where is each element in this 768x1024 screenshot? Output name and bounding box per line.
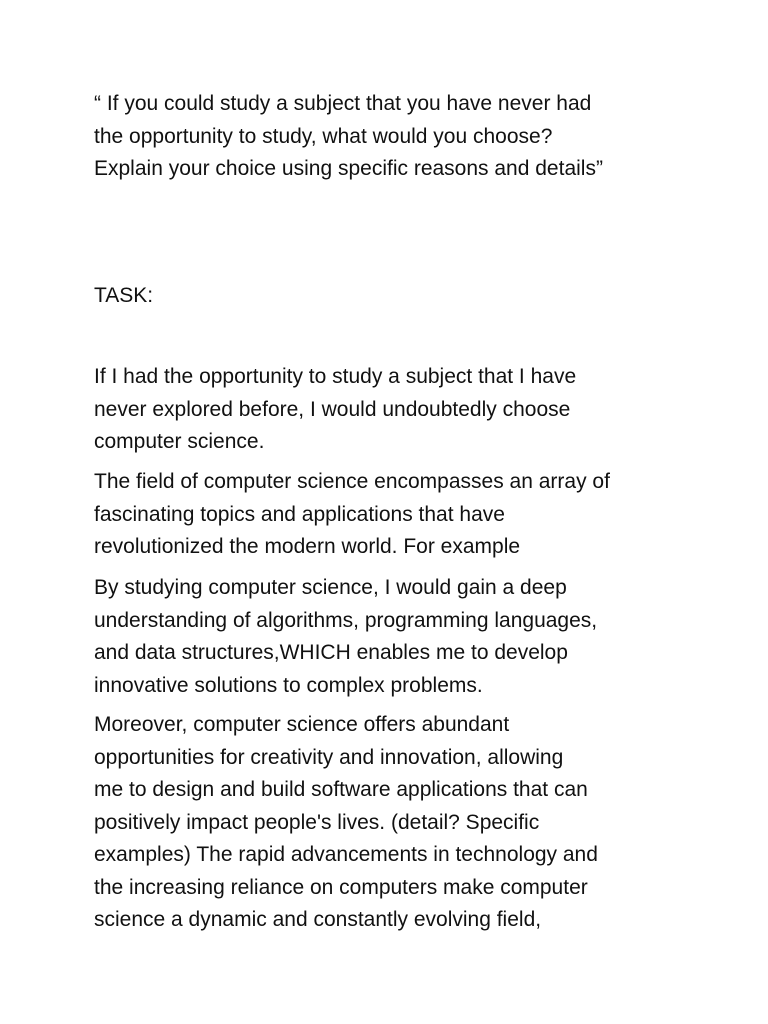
paragraph: By studying computer science, I would gain a deep understanding of algorithms, programming languages, and data structures,WHICH enables me to develop innovative solutions to complex problems.: [94, 576, 598, 697]
paragraph: Moreover, computer science offers abundant opportunities for creativity and innovation, allowing me to design and build software applications that can positively impact people's lives. (detail? Specific examples) The rapid advancements in technology and the increasing reliance on computers make computer science a dynamic and constantly evolving field,: [94, 713, 598, 931]
paragraph: The field of computer science encompasses an array of fascinating topics and applications that have revolutionized the modern world. For example: [94, 470, 610, 558]
task-label: TASK:: [94, 284, 154, 307]
paragraph: If I had the opportunity to study a subject that I have never explored before, I would undoubtedly choose computer science.: [94, 365, 577, 453]
essay-prompt: “ If you could study a subject that you have never had the opportunity to study, what would you choose? Explain your choice using specific reasons and details”: [94, 92, 603, 180]
